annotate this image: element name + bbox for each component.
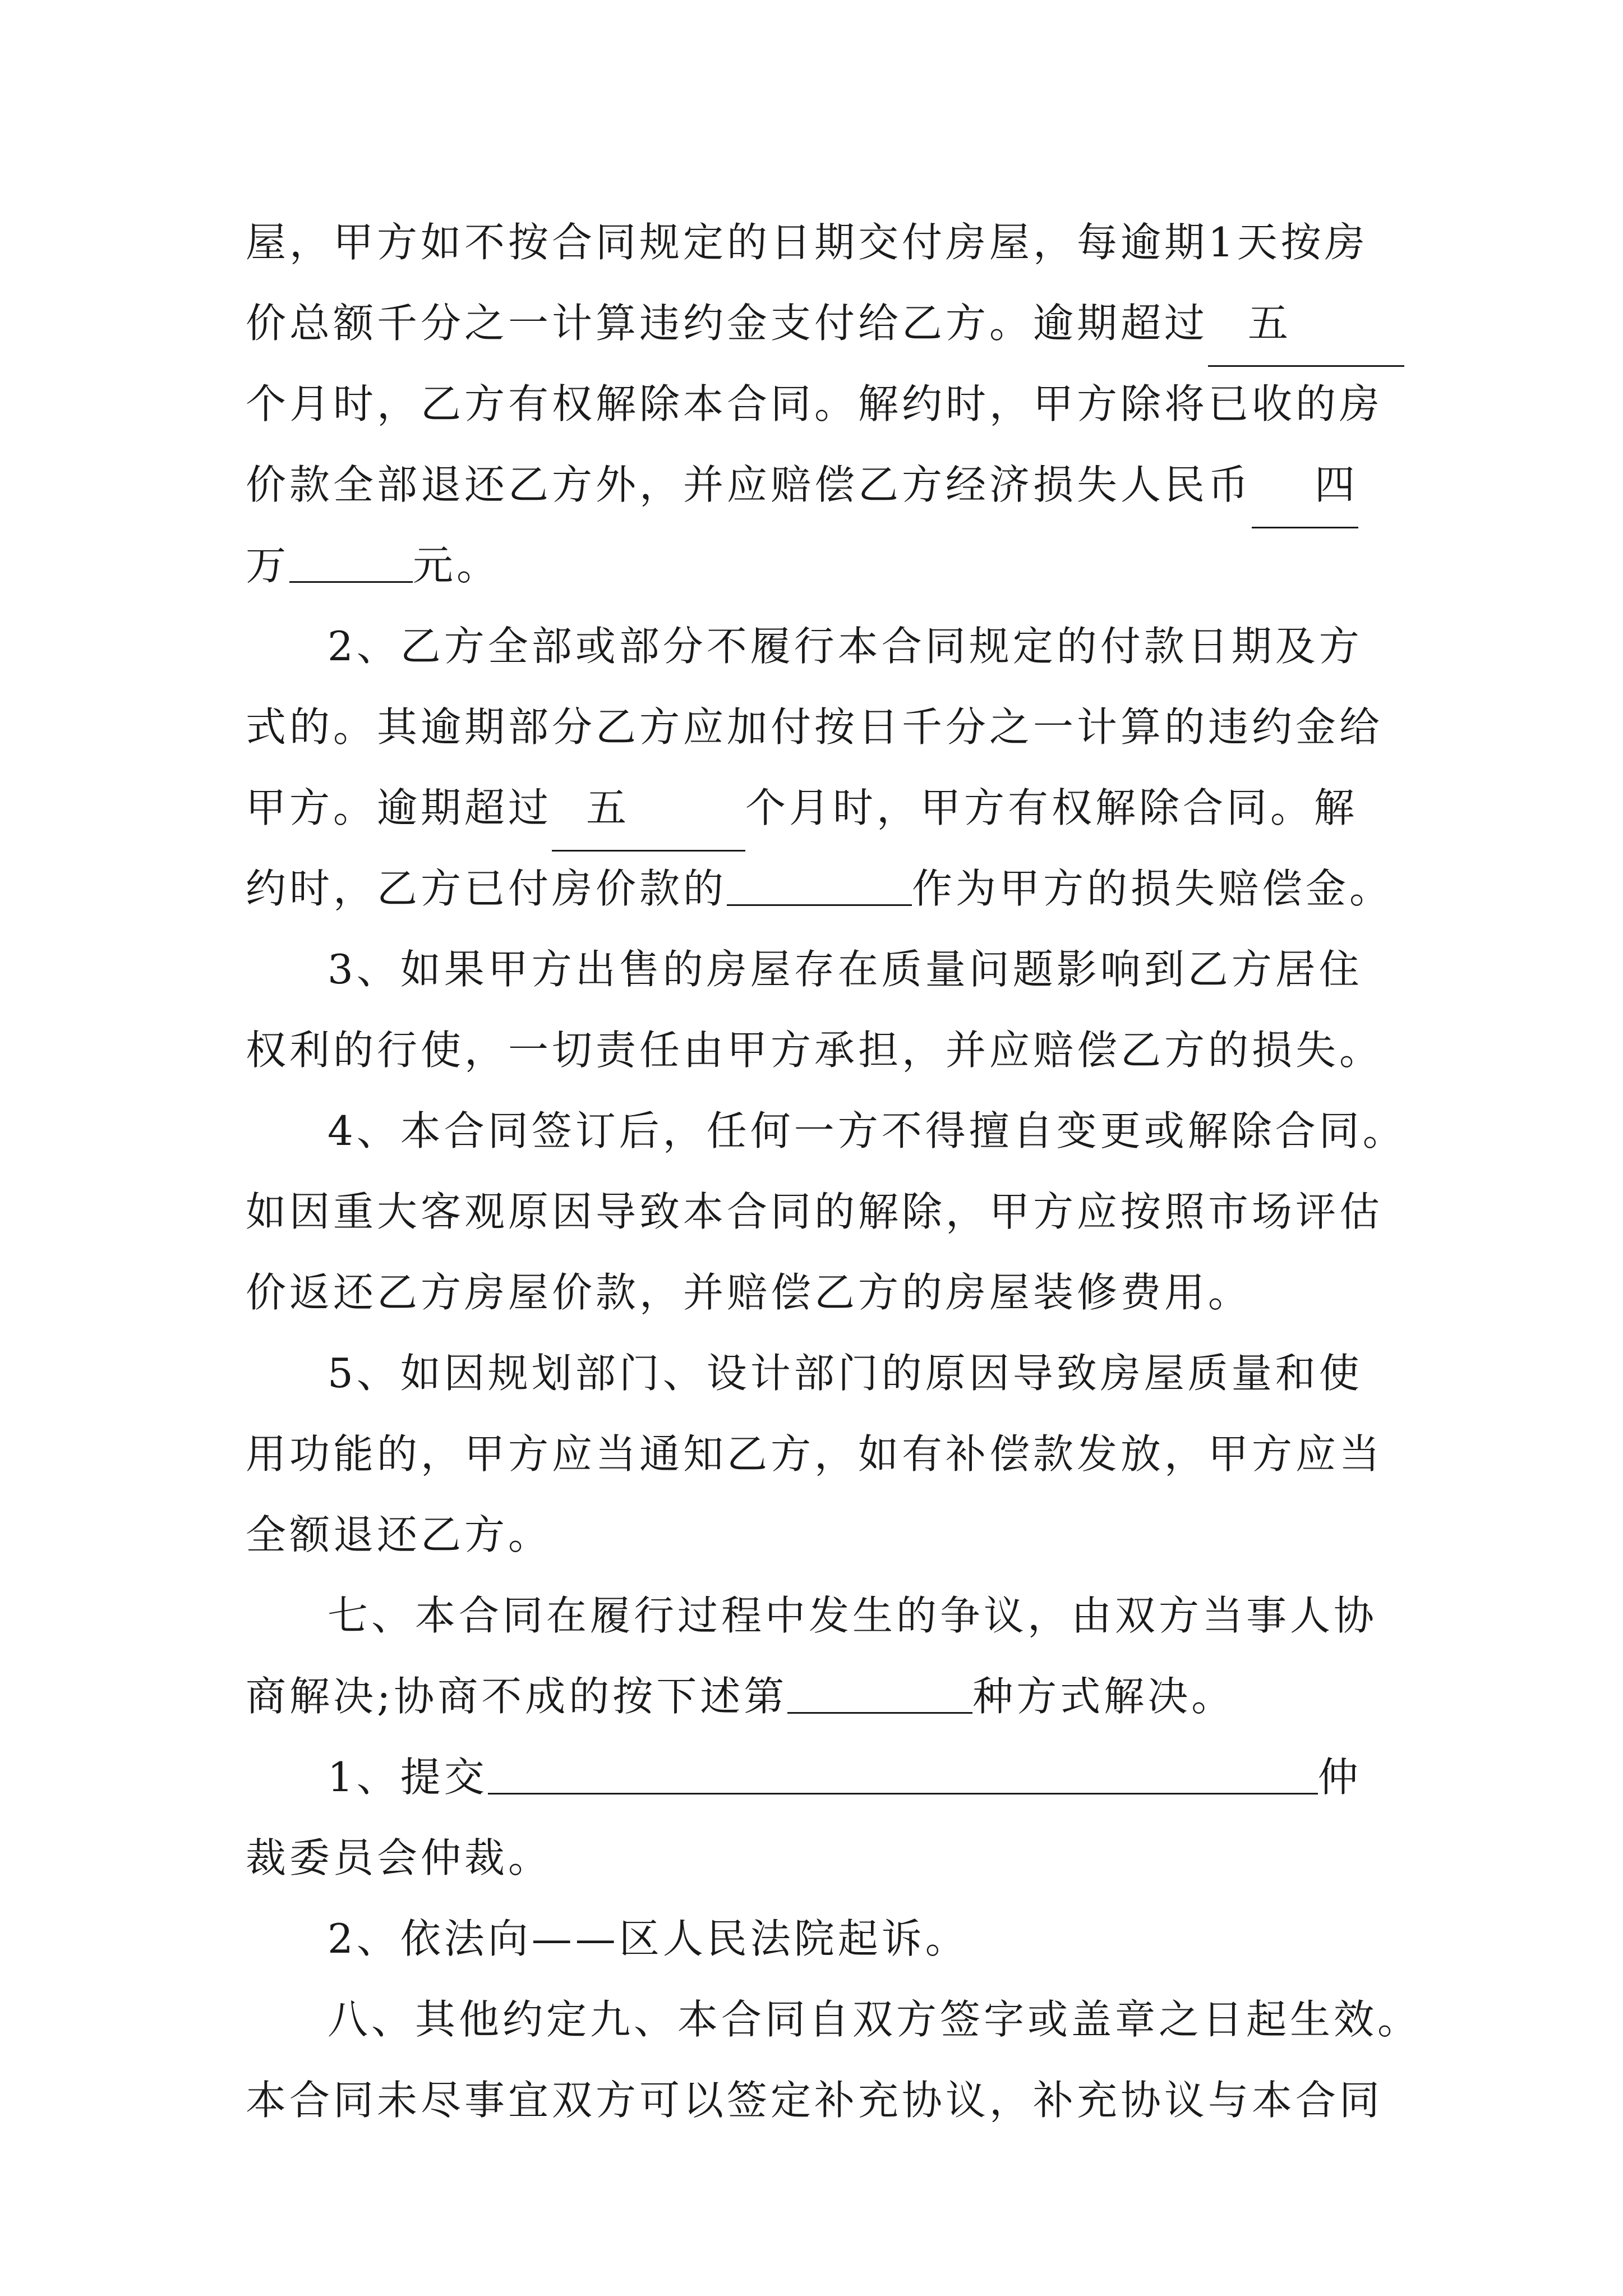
text-line [246,929,1390,1010]
text-line [246,848,1394,929]
text-line [246,1979,1422,2060]
text-line [246,1494,1390,1575]
text-run: 价返还乙方房屋价款，并赔偿乙方的房屋装修费用。 [246,1269,1252,1316]
text-run: 本合同未尽事宜双方可以签定补充协议，补充协议与本合同 [246,2077,1384,2124]
filled-value: 五 [1248,300,1292,347]
text-run: 甲方。逾期超过 [246,784,552,831]
blank-field [552,767,745,848]
text-line [246,1575,1390,1656]
text-line [246,1414,1390,1494]
text-line [246,1333,1390,1414]
text-line [246,364,1390,444]
text-run: 式的。其逾期部分乙方应加付按日千分之一计算的违约金给 [246,703,1384,751]
text-run: 万 [246,542,290,589]
text-run: 3、如果甲方出售的房屋存在质量问题影响到乙方居住 [328,946,1363,993]
text-line [246,1171,1390,1252]
text-line [246,1818,1390,1898]
blank-field [1252,444,1358,525]
filled-value: 五 [586,784,630,831]
text-run: 4、本合同签订后，任何一方不得擅自变更或解除合同。 [328,1107,1407,1154]
text-line [246,1656,1390,1737]
blank-field [1208,283,1404,364]
text-run: 用功能的，甲方应当通知乙方，如有补偿款发放，甲方应当 [246,1430,1384,1478]
text-run: 个月时，乙方有权解除本合同。解约时，甲方除将已收的房 [246,380,1384,427]
text-line [246,767,1390,848]
text-run: 个月时，甲方有权解除合同。解 [745,784,1358,831]
text-run: 屋，甲方如不按合同规定的日期交付房屋，每逾期1天按房 [246,219,1368,266]
text-line [246,1898,1390,1979]
text-run: 价总额千分之一计算违约金支付给乙方。逾期超过 [246,300,1209,347]
text-line [246,2060,1390,2141]
text-line [246,1252,1390,1333]
text-run: 价款全部退还乙方外，并应赔偿乙方经济损失人民币 [246,461,1252,508]
text-run: 七、本合同在履行过程中发生的争议，由双方当事人协 [328,1592,1378,1639]
text-line [246,1010,1390,1091]
text-run: 全额退还乙方。 [246,1511,552,1558]
filled-value: 四 [1315,461,1359,508]
text-line [246,1091,1407,1171]
text-line [246,1737,1390,1818]
text-line [246,202,1390,283]
text-run: 2、乙方全部或部分不履行本合同规定的付款日期及方 [328,623,1363,670]
text-line [246,687,1390,767]
text-run: 约时，乙方已付房价款的 [246,865,727,912]
text-line [246,444,1390,525]
text-line [246,283,1390,364]
text-line [246,606,1390,687]
text-run: 作为甲方的损失赔偿金。 [912,865,1394,912]
text-run: 5、如因规划部门、设计部门的原因导致房屋质量和使 [328,1350,1363,1397]
text-run: 八、其他约定九、本合同自双方签字或盖章之日起生效。 [328,1996,1422,2043]
contract-text-body [246,202,1422,2141]
text-run: 裁委员会仲裁。 [246,1834,552,1881]
text-run: 种方式解决。 [972,1673,1235,1720]
text-run: 商解决;协商不成的按下述第 [246,1673,788,1720]
text-run: 2、依法向——区人民法院起诉。 [328,1915,969,1962]
text-line [246,525,1390,606]
text-run: 仲 [1317,1754,1362,1801]
text-run: 如因重大客观原因导致本合同的解除，甲方应按照市场评估 [246,1188,1384,1235]
text-run: 权利的行使，一切责任由甲方承担，并应赔偿乙方的损失。 [246,1027,1384,1074]
text-run: 元。 [413,542,501,589]
text-run: 1、提交 [328,1754,488,1801]
